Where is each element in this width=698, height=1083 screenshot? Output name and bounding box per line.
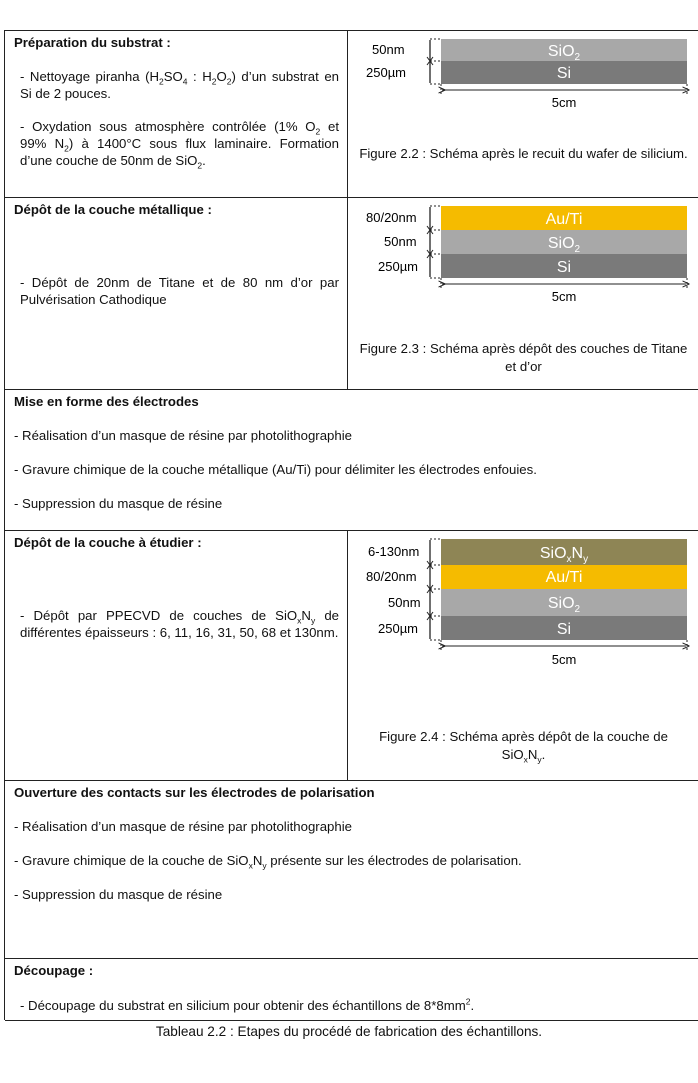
step-heading: Dépôt de la couche métallique :	[14, 202, 212, 217]
width-label: 5cm	[551, 289, 577, 304]
step-heading: Ouverture des contacts sur les électrodes de polarisation	[14, 785, 375, 800]
list-item: - Réalisation d’un masque de résine par photolithographie	[14, 428, 352, 443]
table-caption: Tableau 2.2 : Etapes du procédé de fabrication des échantillons.	[155, 1024, 543, 1039]
step-heading: Préparation du substrat :	[14, 35, 171, 50]
step-text: - Nettoyage piranha ($H_2SO_4$ : $H_2O_2$) d’un substrat en Si de 2 pouces.	[20, 69, 339, 101]
thickness-label: 50nm	[372, 42, 405, 57]
table-row	[5, 531, 698, 781]
list-item: - Réalisation d’un masque de résine par photolithographie	[14, 819, 352, 834]
step-description	[5, 531, 348, 780]
thickness-label: 50nm	[388, 595, 421, 610]
step-description	[5, 31, 348, 197]
step-heading: Découpage :	[14, 963, 94, 978]
layer-name: Si	[556, 621, 572, 638]
layer-diagram	[348, 531, 698, 681]
layer-name: Au/Ti	[545, 569, 583, 586]
step-heading: Mise en forme des électrodes	[14, 394, 199, 409]
thickness-label: 50nm	[384, 234, 417, 249]
layer-name: Si	[556, 259, 572, 276]
layer-name: SiO$_2$	[547, 595, 581, 615]
list-item: - Suppression du masque de résine	[14, 496, 223, 511]
list-item: - Découpage du substrat en silicium pour obtenir des échantillons de $8*8mm^2$.	[20, 996, 475, 1013]
table-row	[5, 959, 698, 1021]
layer-name: Au/Ti	[545, 211, 583, 228]
step-text: - Oxydation sous atmosphère contrôlée (1% $O_2$ et 99% $N_2$) à 1400°C sous flux laminaire. Formation d’une couche de 50nm de SiO$_2$.	[20, 119, 339, 171]
layer-name: Si	[556, 65, 572, 82]
list-item: - Suppression du masque de résine	[14, 887, 223, 902]
table-row	[5, 390, 698, 531]
list-item: - Gravure chimique de la couche de $SiO_xN_y$ présente sur les électrodes de polarisation.	[14, 853, 522, 871]
figure-cell	[348, 31, 698, 197]
thickness-label: 250µm	[378, 259, 419, 274]
process-table	[4, 30, 698, 1020]
list-item: - Gravure chimique de la couche métallique (Au/Ti) pour délimiter les électrodes enfouies.	[14, 462, 537, 477]
table-row	[5, 781, 698, 959]
figure-cell	[348, 198, 698, 389]
table-row	[5, 31, 698, 198]
step-description	[5, 781, 698, 958]
layer-name: $SiO_xN_y$	[539, 545, 589, 565]
figure-cell	[348, 531, 698, 780]
step-description	[5, 390, 698, 530]
figure-caption: Figure 2.2 : Schéma après le recuit du wafer de silicium.	[359, 146, 688, 161]
layer-diagram	[348, 31, 698, 151]
layer-diagram	[348, 198, 698, 318]
figure-caption: Figure 2.3 : Schéma après dépôt des couches de Titane et d’or	[359, 341, 688, 374]
width-label: 5cm	[551, 652, 577, 667]
step-text: - Dépôt de 20nm de Titane et de 80 nm d’or par Pulvérisation Cathodique	[20, 275, 339, 307]
layer-name: SiO$_2$	[547, 235, 581, 255]
thickness-label: 250µm	[366, 65, 407, 80]
thickness-label: 6-130nm	[368, 544, 420, 559]
step-description	[5, 198, 348, 389]
table-row	[5, 198, 698, 390]
thickness-label: 80/20nm	[366, 210, 417, 225]
width-label: 5cm	[551, 95, 577, 110]
step-text: - Dépôt par PPECVD de couches de $SiO_xN_y$ de différentes épaisseurs : 6, 11, 16, 31, 50, 68 et 130nm.	[20, 608, 339, 640]
layer-name: SiO$_2$	[547, 43, 581, 63]
thickness-label: 80/20nm	[366, 569, 417, 584]
step-heading: Dépôt de la couche à étudier :	[14, 535, 202, 550]
figure-caption: Figure 2.4 : Schéma après dépôt de la couche de $SiO_xN_y$.	[379, 729, 668, 765]
step-description	[5, 959, 698, 1020]
thickness-label: 250µm	[378, 621, 419, 636]
